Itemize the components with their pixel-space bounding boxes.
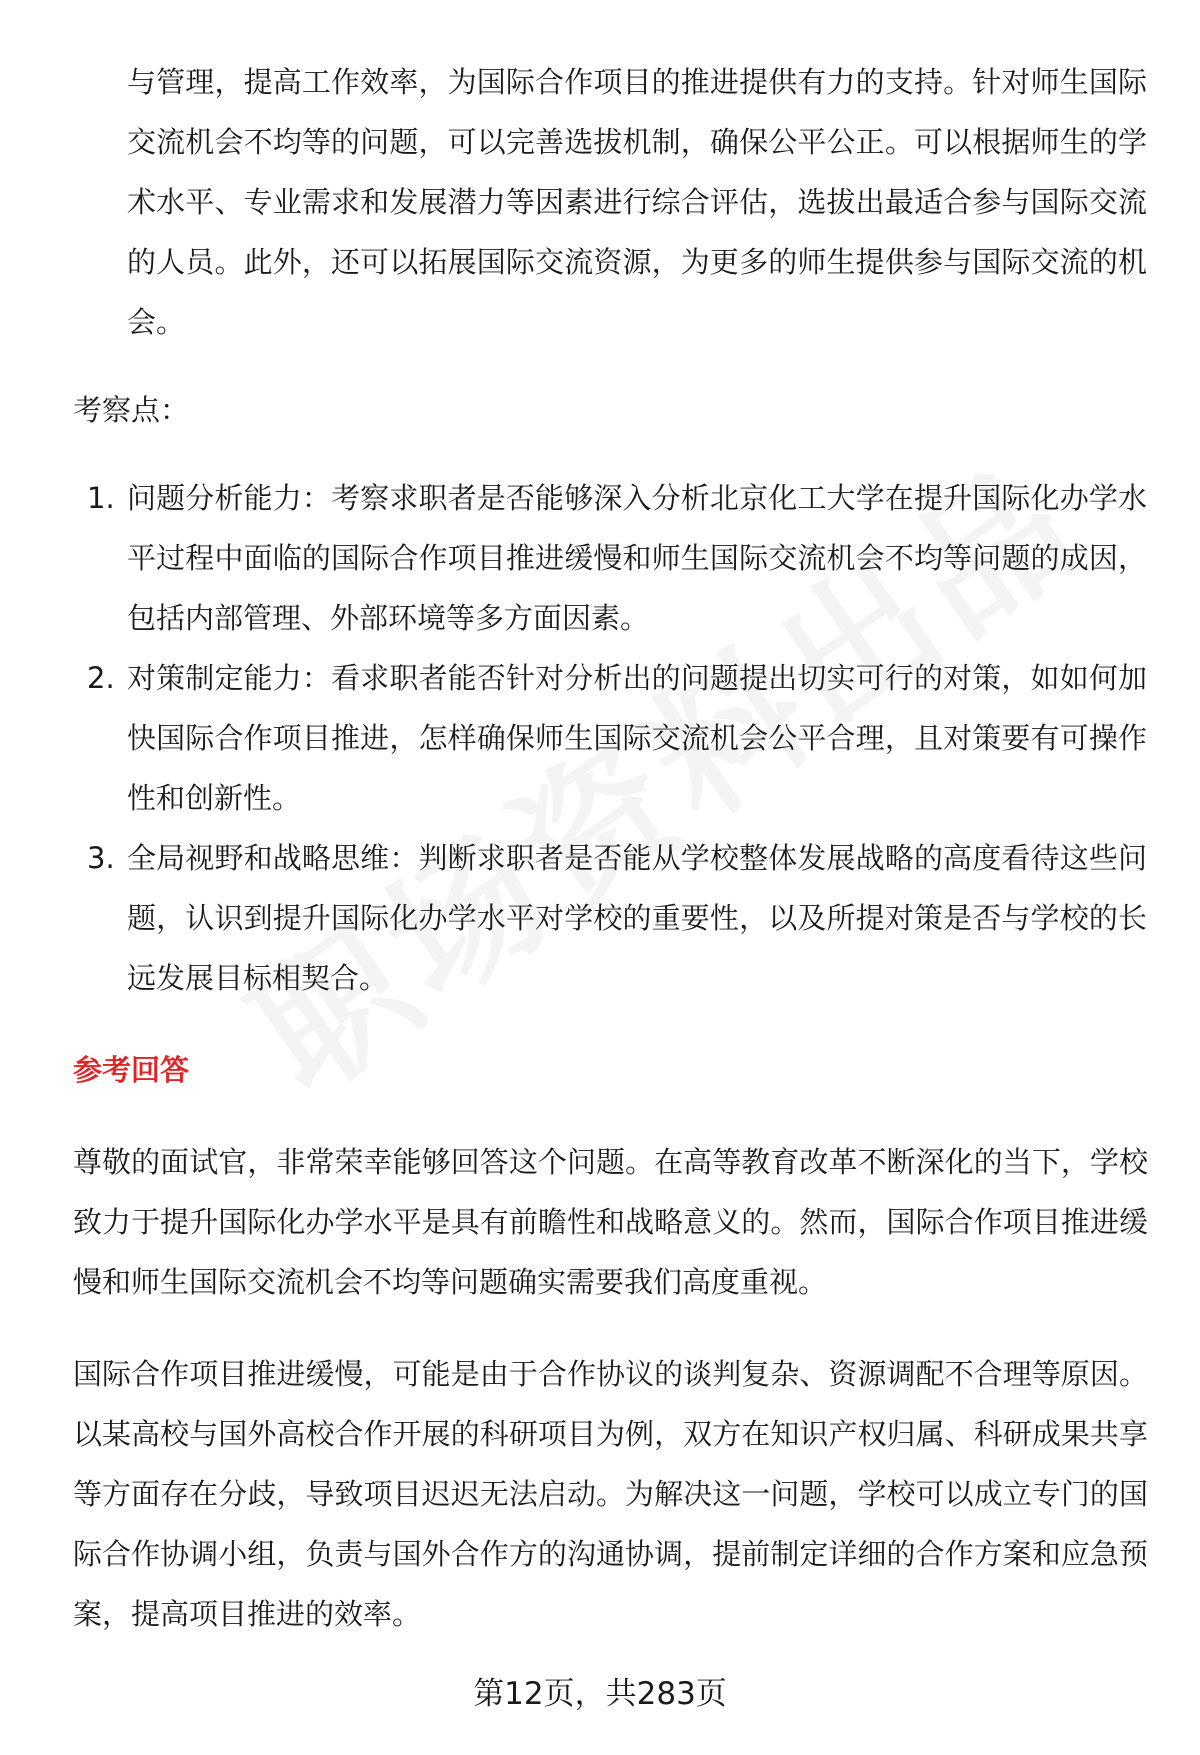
assessment-point-3 bbox=[73, 828, 1147, 1008]
reference-answer-heading: 参考回答 bbox=[73, 1053, 190, 1087]
assessment-point-text: 对策制定能力：看求职者能否针对分析出的问题提出切实可行的对策，如如何加快国际合作项目推进，怎样确保师生国际交流机会公平合理，且对策要有可操作性和创新性。 bbox=[127, 661, 1147, 815]
answer-paragraph-1: 尊敬的面试官，非常荣幸能够回答这个问题。在高等教育改革不断深化的当下，学校致力于提升国际化办学水平是具有前瞻性和战略意义的。然而，国际合作项目推进缓慢和师生国际交流机会不均等问题确实需要我们高度重视。 bbox=[73, 1145, 1148, 1299]
assessment-points-list bbox=[73, 468, 1148, 1008]
assessment-point-1 bbox=[73, 468, 1147, 648]
assessment-point-number: 1. bbox=[87, 481, 115, 515]
assessment-point-number: 3. bbox=[87, 841, 115, 875]
intro-paragraph: 与管理，提高工作效率，为国际合作项目的推进提供有力的支持。针对师生国际交流机会不均等的问题，可以完善选拔机制，确保公平公正。可以根据师生的学术水平、专业需求和发展潜力等因素进行综合评估，选拔出最适合参与国际交流的人员。此外，还可以拓展国际交流资源，为更多的师生提供参与国际交流的机会。 bbox=[127, 65, 1147, 339]
page-content bbox=[73, 52, 1148, 1644]
assessment-point-2 bbox=[73, 648, 1147, 828]
assessment-label: 考察点： bbox=[73, 393, 190, 427]
page-footer: 第12页，共283页 bbox=[473, 1676, 727, 1712]
answer-paragraph-2: 国际合作项目推进缓慢，可能是由于合作协议的谈判复杂、资源调配不合理等原因。以某高校与国外高校合作开展的科研项目为例，双方在知识产权归属、科研成果共享等方面存在分歧，导致项目迟迟无法启动。为解决这一问题，学校可以成立专门的国际合作协调小组，负责与国外合作方的沟通协调，提前制定详细的合作方案和应急预案，提高项目推进的效率。 bbox=[73, 1357, 1148, 1631]
assessment-point-text: 问题分析能力：考察求职者是否能够深入分析北京化工大学在提升国际化办学水平过程中面临的国际合作项目推进缓慢和师生国际交流机会不均等问题的成因，包括内部管理、外部环境等多方面因素。 bbox=[127, 481, 1147, 635]
assessment-point-text: 全局视野和战略思维：判断求职者是否能从学校整体发展战略的高度看待这些问题，认识到提升国际化办学水平对学校的重要性，以及所提对策是否与学校的长远发展目标相契合。 bbox=[127, 841, 1147, 995]
assessment-point-number: 2. bbox=[87, 661, 115, 695]
